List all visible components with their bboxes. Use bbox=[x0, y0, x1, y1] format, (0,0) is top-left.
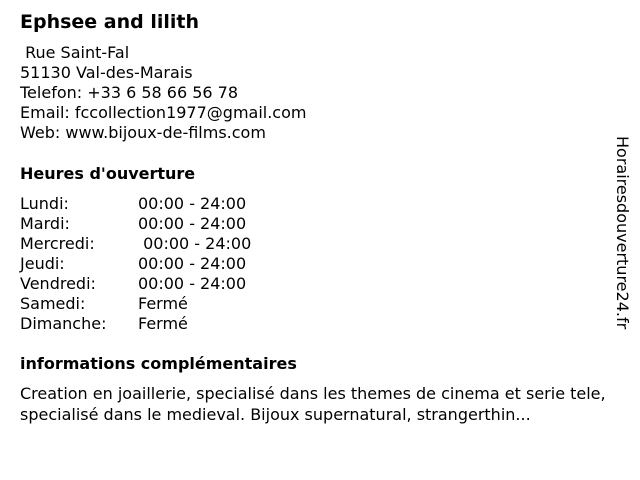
hours-row-monday bbox=[20, 194, 251, 214]
hours-row-friday bbox=[20, 274, 251, 294]
day-label: Lundi: bbox=[20, 194, 69, 213]
day-label: Jeudi: bbox=[20, 254, 65, 273]
hours-row-thursday bbox=[20, 254, 251, 274]
info-heading: informations complémentaires bbox=[20, 354, 297, 373]
day-label: Vendredi: bbox=[20, 274, 96, 293]
info-description: Creation en joaillerie, specialisé dans les themes de cinema et serie tele, specialisé dans le medieval. Bijoux supernatural, strangerthin... bbox=[20, 384, 606, 424]
day-label: Dimanche: bbox=[20, 314, 107, 333]
day-hours: 00:00 - 24:00 bbox=[138, 274, 247, 293]
day-label: Mardi: bbox=[20, 214, 70, 233]
hours-heading: Heures d'ouverture bbox=[20, 164, 196, 183]
website-address: Web: www.bijoux-de-films.com bbox=[20, 123, 266, 142]
hours-row-wednesday bbox=[20, 234, 251, 254]
city-address: 51130 Val-des-Marais bbox=[20, 63, 193, 82]
hours-row-saturday bbox=[20, 294, 251, 314]
day-hours: 00:00 - 24:00 bbox=[138, 234, 252, 253]
hours-table bbox=[20, 194, 251, 334]
site-watermark: Horairesdouverture24.fr bbox=[613, 136, 632, 330]
hours-row-tuesday bbox=[20, 214, 251, 234]
day-hours: 00:00 - 24:00 bbox=[138, 214, 247, 233]
phone-number: Telefon: +33 6 58 66 56 78 bbox=[20, 83, 239, 102]
contact-block bbox=[20, 43, 306, 143]
day-label: Mercredi: bbox=[20, 234, 95, 253]
day-hours: Fermé bbox=[138, 314, 188, 333]
business-name: Ephsee and lilith bbox=[20, 11, 200, 33]
day-hours: 00:00 - 24:00 bbox=[138, 194, 247, 213]
day-hours: Fermé bbox=[138, 294, 188, 313]
day-label: Samedi: bbox=[20, 294, 86, 313]
hours-row-sunday bbox=[20, 314, 251, 334]
street-address: Rue Saint-Fal bbox=[20, 43, 130, 62]
day-hours: 00:00 - 24:00 bbox=[138, 254, 247, 273]
email-address: Email: fccollection1977@gmail.com bbox=[20, 103, 307, 122]
